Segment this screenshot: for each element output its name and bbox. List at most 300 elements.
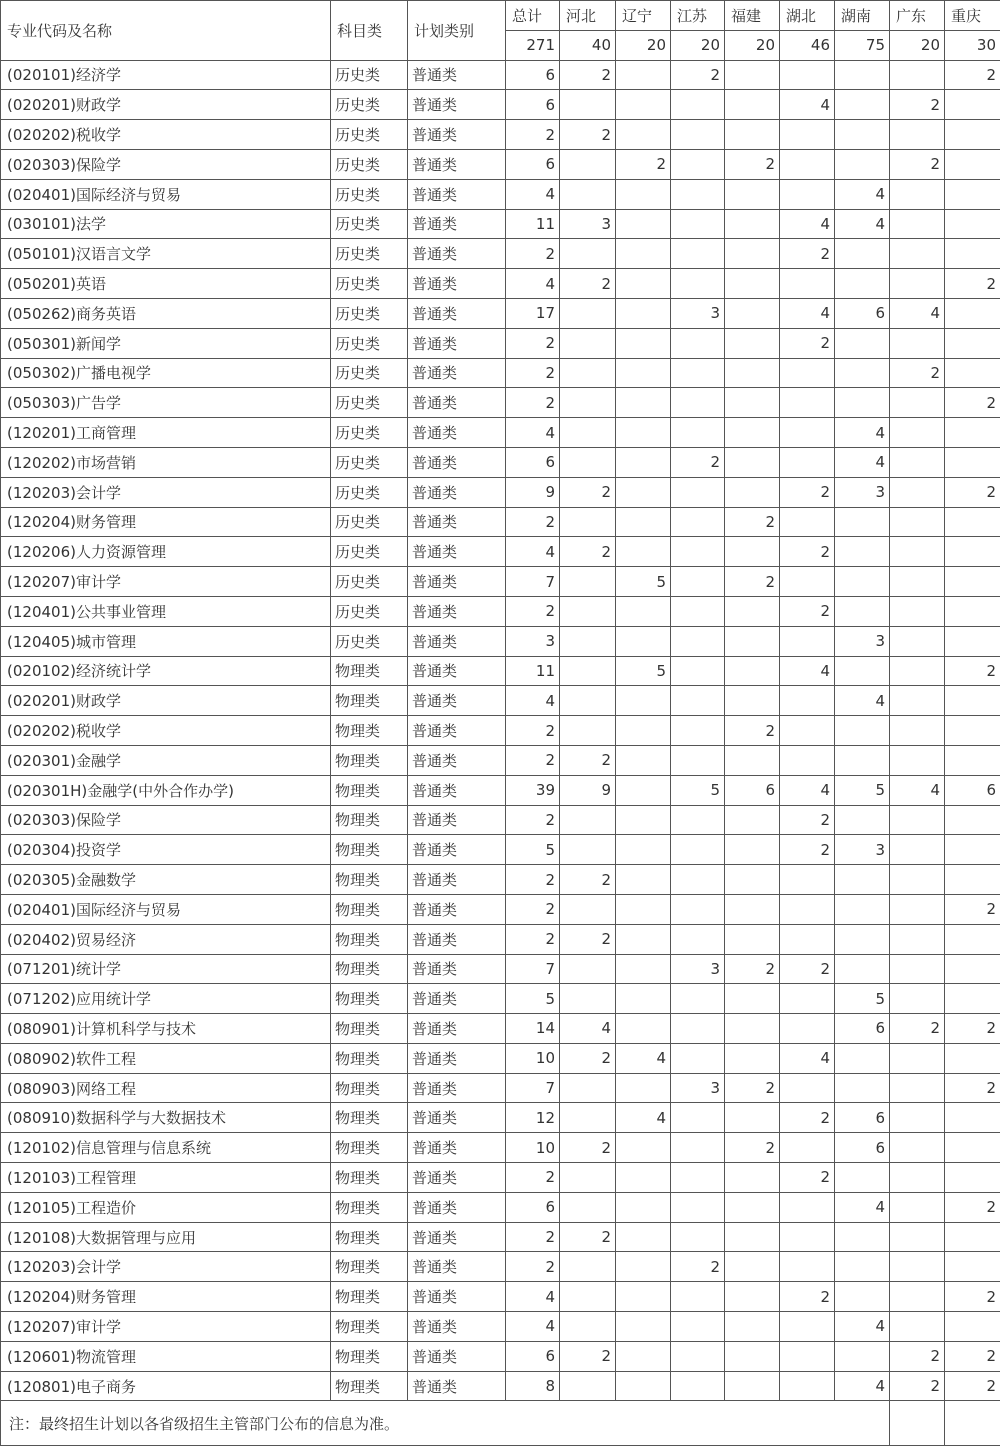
province-count-cell: [560, 1163, 616, 1193]
province-count-cell: [780, 1312, 835, 1342]
province-count-cell: 4: [780, 775, 835, 805]
total-cell: 4: [506, 269, 560, 299]
province-count-cell: [890, 537, 945, 567]
province-count-cell: 4: [616, 1043, 671, 1073]
province-count-cell: [780, 1073, 835, 1103]
table-row: [1, 537, 1000, 567]
major-name-cell: (120105)工程造价: [1, 1192, 331, 1222]
plan-type-cell: 普通类: [408, 418, 506, 448]
province-count-cell: 5: [835, 984, 890, 1014]
total-cell: 2: [506, 1163, 560, 1193]
note-row: [1, 1401, 1000, 1446]
subject-cell: 历史类: [331, 626, 408, 656]
province-total: 20: [671, 30, 725, 60]
province-count-cell: [890, 567, 945, 597]
total-cell: 17: [506, 298, 560, 328]
province-count-cell: [671, 120, 725, 150]
province-count-cell: [616, 90, 671, 120]
province-count-cell: [780, 745, 835, 775]
subject-cell: 物理类: [331, 686, 408, 716]
province-count-cell: [671, 1043, 725, 1073]
table-row: [1, 418, 1000, 448]
province-count-cell: [945, 537, 1000, 567]
province-count-cell: 6: [835, 1014, 890, 1044]
province-count-cell: [616, 1133, 671, 1163]
footnote: 注：最终招生计划以各省级招生主管部门公布的信息为准。: [1, 1401, 890, 1446]
table-row: [1, 507, 1000, 537]
table-row: [1, 924, 1000, 954]
province-count-cell: [780, 567, 835, 597]
plan-type-cell: 普通类: [408, 477, 506, 507]
province-count-cell: [560, 1371, 616, 1401]
province-count-cell: [725, 1282, 780, 1312]
table-row: [1, 656, 1000, 686]
subject-cell: 物理类: [331, 894, 408, 924]
province-count-cell: [616, 1073, 671, 1103]
province-header: 重庆: [945, 1, 1000, 31]
province-count-cell: [835, 1252, 890, 1282]
major-name-cell: (120401)公共事业管理: [1, 596, 331, 626]
province-count-cell: [671, 507, 725, 537]
province-count-cell: [616, 745, 671, 775]
province-count-cell: [725, 239, 780, 269]
province-count-cell: [560, 1103, 616, 1133]
province-count-cell: [945, 1312, 1000, 1342]
subject-cell: 历史类: [331, 239, 408, 269]
province-count-cell: 2: [560, 60, 616, 90]
table-row: [1, 954, 1000, 984]
plan-type-cell: 普通类: [408, 1341, 506, 1371]
province-count-cell: [560, 596, 616, 626]
total-cell: 5: [506, 835, 560, 865]
plan-type-cell: 普通类: [408, 537, 506, 567]
subject-cell: 历史类: [331, 507, 408, 537]
province-count-cell: [890, 924, 945, 954]
province-count-cell: [671, 984, 725, 1014]
province-count-cell: [835, 120, 890, 150]
plan-type-cell: 普通类: [408, 447, 506, 477]
total-cell: 4: [506, 537, 560, 567]
province-count-cell: [671, 1312, 725, 1342]
province-count-cell: [560, 507, 616, 537]
province-count-cell: [671, 894, 725, 924]
province-count-cell: [616, 1252, 671, 1282]
province-count-cell: 2: [560, 865, 616, 895]
major-name-cell: (020202)税收学: [1, 120, 331, 150]
major-name-cell: (020202)税收学: [1, 716, 331, 746]
province-count-cell: [616, 298, 671, 328]
table-body: [1, 60, 1000, 1401]
province-count-cell: [835, 269, 890, 299]
province-count-cell: [945, 1222, 1000, 1252]
plan-type-cell: 普通类: [408, 298, 506, 328]
province-count-cell: [835, 656, 890, 686]
province-count-cell: [671, 1341, 725, 1371]
major-header: 专业代码及名称: [1, 1, 331, 61]
province-count-cell: [616, 805, 671, 835]
subject-cell: 物理类: [331, 1133, 408, 1163]
subject-cell: 历史类: [331, 477, 408, 507]
province-count-cell: [780, 894, 835, 924]
total-cell: 2: [506, 596, 560, 626]
province-count-cell: [890, 686, 945, 716]
major-name-cell: (120405)城市管理: [1, 626, 331, 656]
total-cell: 4: [506, 1312, 560, 1342]
province-count-cell: [616, 954, 671, 984]
province-count-cell: [671, 418, 725, 448]
province-count-cell: [780, 447, 835, 477]
province-header: 江苏: [671, 1, 725, 31]
province-count-cell: 2: [890, 1371, 945, 1401]
plan-type-header: 计划类别: [408, 1, 506, 61]
province-count-cell: [835, 388, 890, 418]
total-cell: 4: [506, 418, 560, 448]
province-count-cell: [835, 954, 890, 984]
plan-type-cell: 普通类: [408, 984, 506, 1014]
province-count-cell: [671, 1282, 725, 1312]
major-name-cell: (080903)网络工程: [1, 1073, 331, 1103]
province-count-cell: [835, 239, 890, 269]
province-count-cell: [835, 507, 890, 537]
table-row: [1, 1222, 1000, 1252]
province-count-cell: 4: [780, 90, 835, 120]
province-count-cell: [616, 626, 671, 656]
province-count-cell: [890, 1133, 945, 1163]
table-row: [1, 179, 1000, 209]
footnote-spacer: [890, 1401, 945, 1446]
province-count-cell: 2: [725, 149, 780, 179]
province-count-cell: [560, 716, 616, 746]
province-count-cell: [725, 805, 780, 835]
province-count-cell: [725, 1192, 780, 1222]
major-name-cell: (020402)贸易经济: [1, 924, 331, 954]
province-count-cell: [890, 596, 945, 626]
province-count-cell: [780, 120, 835, 150]
province-count-cell: [671, 388, 725, 418]
province-count-cell: [945, 1103, 1000, 1133]
plan-type-cell: 普通类: [408, 596, 506, 626]
subject-cell: 物理类: [331, 656, 408, 686]
subject-cell: 物理类: [331, 924, 408, 954]
total-cell: 2: [506, 716, 560, 746]
total-cell: 6: [506, 149, 560, 179]
province-count-cell: [560, 90, 616, 120]
province-count-cell: 4: [890, 298, 945, 328]
province-count-cell: 2: [671, 60, 725, 90]
total-cell: 9: [506, 477, 560, 507]
province-count-cell: [780, 418, 835, 448]
subject-cell: 历史类: [331, 388, 408, 418]
province-count-cell: 2: [945, 1282, 1000, 1312]
province-header: 河北: [560, 1, 616, 31]
total-cell: 2: [506, 1222, 560, 1252]
subject-cell: 物理类: [331, 1312, 408, 1342]
province-count-cell: [835, 1073, 890, 1103]
plan-type-cell: 普通类: [408, 149, 506, 179]
subject-cell: 物理类: [331, 716, 408, 746]
province-count-cell: [945, 507, 1000, 537]
province-total: 20: [725, 30, 780, 60]
province-count-cell: 3: [835, 626, 890, 656]
province-count-cell: 2: [780, 1282, 835, 1312]
province-count-cell: 2: [560, 745, 616, 775]
plan-type-cell: 普通类: [408, 1371, 506, 1401]
province-count-cell: 2: [945, 894, 1000, 924]
major-name-cell: (120203)会计学: [1, 1252, 331, 1282]
province-count-cell: 2: [945, 477, 1000, 507]
province-count-cell: [835, 1282, 890, 1312]
table-row: [1, 567, 1000, 597]
plan-type-cell: 普通类: [408, 179, 506, 209]
province-count-cell: [560, 358, 616, 388]
plan-type-cell: 普通类: [408, 1312, 506, 1342]
province-count-cell: [671, 865, 725, 895]
province-count-cell: 4: [890, 775, 945, 805]
subject-cell: 历史类: [331, 537, 408, 567]
table-row: [1, 1103, 1000, 1133]
province-count-cell: [780, 626, 835, 656]
province-count-cell: [890, 1043, 945, 1073]
province-count-cell: 3: [835, 477, 890, 507]
province-count-cell: [945, 567, 1000, 597]
plan-type-cell: 普通类: [408, 90, 506, 120]
province-count-cell: [616, 1371, 671, 1401]
province-count-cell: 2: [890, 1014, 945, 1044]
plan-type-cell: 普通类: [408, 1163, 506, 1193]
major-name-cell: (071202)应用统计学: [1, 984, 331, 1014]
major-name-cell: (120202)市场营销: [1, 447, 331, 477]
province-count-cell: [780, 984, 835, 1014]
province-count-cell: [725, 596, 780, 626]
subject-cell: 物理类: [331, 835, 408, 865]
major-name-cell: (120601)物流管理: [1, 1341, 331, 1371]
province-count-cell: [725, 984, 780, 1014]
plan-type-cell: 普通类: [408, 775, 506, 805]
province-count-cell: [616, 507, 671, 537]
total-cell: 2: [506, 1252, 560, 1282]
plan-type-cell: 普通类: [408, 924, 506, 954]
province-count-cell: [835, 805, 890, 835]
province-count-cell: 3: [560, 209, 616, 239]
province-count-cell: [616, 209, 671, 239]
province-count-cell: [890, 388, 945, 418]
subject-cell: 物理类: [331, 1043, 408, 1073]
province-count-cell: [616, 388, 671, 418]
province-count-cell: [945, 1163, 1000, 1193]
province-count-cell: [780, 507, 835, 537]
province-count-cell: [616, 1341, 671, 1371]
plan-type-cell: 普通类: [408, 1043, 506, 1073]
plan-type-cell: 普通类: [408, 805, 506, 835]
province-count-cell: 5: [671, 775, 725, 805]
total-cell: 2: [506, 894, 560, 924]
province-count-cell: 2: [725, 507, 780, 537]
major-name-cell: (120206)人力资源管理: [1, 537, 331, 567]
province-count-cell: [945, 805, 1000, 835]
province-count-cell: [780, 1371, 835, 1401]
province-count-cell: [725, 537, 780, 567]
table-row: [1, 298, 1000, 328]
province-count-cell: [616, 477, 671, 507]
province-count-cell: 2: [671, 447, 725, 477]
province-count-cell: 2: [560, 120, 616, 150]
province-count-cell: [616, 418, 671, 448]
province-count-cell: [671, 716, 725, 746]
province-count-cell: [890, 835, 945, 865]
total-cell: 4: [506, 179, 560, 209]
major-name-cell: (050303)广告学: [1, 388, 331, 418]
major-name-cell: (120103)工程管理: [1, 1163, 331, 1193]
province-count-cell: [616, 596, 671, 626]
province-count-cell: [945, 447, 1000, 477]
province-count-cell: [725, 626, 780, 656]
province-count-cell: [890, 805, 945, 835]
total-cell: 2: [506, 388, 560, 418]
footnote-spacer: [945, 1401, 1000, 1446]
province-count-cell: 2: [945, 1073, 1000, 1103]
province-count-cell: [890, 656, 945, 686]
province-count-cell: [671, 626, 725, 656]
province-count-cell: 6: [725, 775, 780, 805]
table-row: [1, 1282, 1000, 1312]
table-row: [1, 745, 1000, 775]
province-count-cell: [725, 447, 780, 477]
subject-header: 科目类: [331, 1, 408, 61]
table-row: [1, 269, 1000, 299]
major-name-cell: (020305)金融数学: [1, 865, 331, 895]
total-cell: 7: [506, 1073, 560, 1103]
province-header: 福建: [725, 1, 780, 31]
province-count-cell: [890, 477, 945, 507]
province-count-cell: [835, 90, 890, 120]
province-count-cell: [780, 1252, 835, 1282]
province-count-cell: 2: [945, 1192, 1000, 1222]
table-row: [1, 477, 1000, 507]
province-count-cell: [725, 179, 780, 209]
total-cell: 2: [506, 120, 560, 150]
province-count-cell: [560, 298, 616, 328]
province-count-cell: [780, 60, 835, 90]
province-count-cell: 2: [560, 924, 616, 954]
plan-type-cell: 普通类: [408, 865, 506, 895]
province-count-cell: [671, 656, 725, 686]
province-count-cell: [780, 179, 835, 209]
plan-type-cell: 普通类: [408, 120, 506, 150]
province-count-cell: [616, 1014, 671, 1044]
plan-type-cell: 普通类: [408, 1252, 506, 1282]
plan-type-cell: 普通类: [408, 1282, 506, 1312]
province-count-cell: [560, 1312, 616, 1342]
province-count-cell: [560, 418, 616, 448]
province-count-cell: [560, 894, 616, 924]
province-count-cell: [945, 298, 1000, 328]
province-count-cell: [616, 120, 671, 150]
major-name-cell: (120207)审计学: [1, 1312, 331, 1342]
province-count-cell: [780, 865, 835, 895]
total-cell: 6: [506, 90, 560, 120]
province-count-cell: [671, 149, 725, 179]
province-total: 40: [560, 30, 616, 60]
total-cell: 2: [506, 745, 560, 775]
total-cell: 4: [506, 1282, 560, 1312]
province-count-cell: [671, 1371, 725, 1401]
province-count-cell: [560, 447, 616, 477]
province-count-cell: [616, 239, 671, 269]
province-count-cell: [560, 328, 616, 358]
province-count-cell: [890, 328, 945, 358]
province-count-cell: 4: [780, 298, 835, 328]
province-count-cell: 2: [560, 537, 616, 567]
province-count-cell: [671, 209, 725, 239]
province-count-cell: [890, 418, 945, 448]
major-name-cell: (080902)软件工程: [1, 1043, 331, 1073]
province-count-cell: [835, 328, 890, 358]
table-row: [1, 239, 1000, 269]
province-count-cell: [835, 894, 890, 924]
province-count-cell: 2: [780, 239, 835, 269]
province-count-cell: [671, 1133, 725, 1163]
province-count-cell: 2: [945, 1341, 1000, 1371]
plan-type-cell: 普通类: [408, 239, 506, 269]
province-count-cell: [616, 328, 671, 358]
subject-cell: 物理类: [331, 775, 408, 805]
province-count-cell: [890, 447, 945, 477]
province-total: 30: [945, 30, 1000, 60]
province-count-cell: 4: [780, 656, 835, 686]
plan-type-cell: 普通类: [408, 1103, 506, 1133]
major-name-cell: (120204)财务管理: [1, 507, 331, 537]
province-count-cell: [780, 1341, 835, 1371]
subject-cell: 历史类: [331, 328, 408, 358]
province-count-cell: [616, 358, 671, 388]
province-count-cell: [835, 865, 890, 895]
province-count-cell: 2: [780, 835, 835, 865]
province-count-cell: [835, 537, 890, 567]
total-cell: 3: [506, 626, 560, 656]
table-row: [1, 1252, 1000, 1282]
province-count-cell: [945, 1252, 1000, 1282]
province-count-cell: [780, 1133, 835, 1163]
province-count-cell: 2: [890, 358, 945, 388]
table-footer: [1, 1401, 1000, 1446]
major-name-cell: (020301H)金融学(中外合作办学): [1, 775, 331, 805]
province-count-cell: [835, 567, 890, 597]
province-count-cell: 2: [780, 596, 835, 626]
province-count-cell: 6: [835, 1103, 890, 1133]
total-cell: 2: [506, 865, 560, 895]
total-cell: 10: [506, 1043, 560, 1073]
plan-type-cell: 普通类: [408, 1192, 506, 1222]
province-count-cell: [780, 149, 835, 179]
province-count-cell: 6: [945, 775, 1000, 805]
province-count-cell: [725, 1341, 780, 1371]
subject-cell: 物理类: [331, 1073, 408, 1103]
plan-type-cell: 普通类: [408, 1073, 506, 1103]
province-count-cell: [616, 1192, 671, 1222]
major-name-cell: (020301)金融学: [1, 745, 331, 775]
province-count-cell: 4: [780, 209, 835, 239]
province-count-cell: 2: [560, 1341, 616, 1371]
province-count-cell: [671, 924, 725, 954]
province-count-cell: [945, 716, 1000, 746]
province-count-cell: 3: [671, 954, 725, 984]
table-row: [1, 894, 1000, 924]
plan-type-cell: 普通类: [408, 388, 506, 418]
province-count-cell: [945, 179, 1000, 209]
province-count-cell: [945, 1043, 1000, 1073]
province-count-cell: 3: [671, 298, 725, 328]
province-count-cell: [560, 567, 616, 597]
